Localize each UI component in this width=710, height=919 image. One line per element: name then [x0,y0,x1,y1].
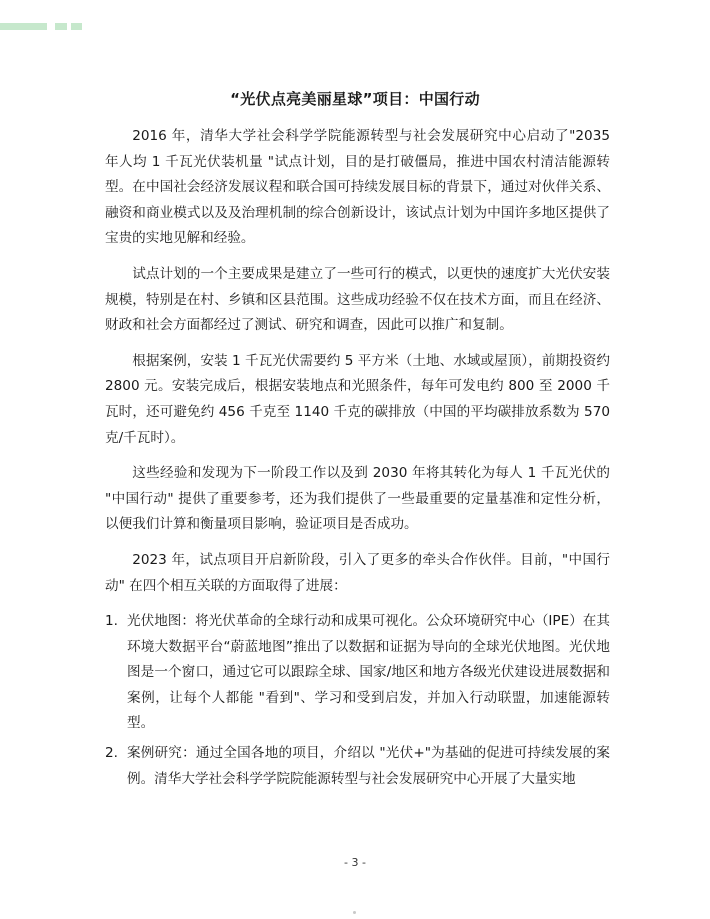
paragraph: 这些经验和发现为下一阶段工作以及到 2030 年将其转化为每人 1 千瓦光伏的 "中国行动" 提供了重要参考，还为我们提供了一些最重要的定量基准和定性分析，以便我们计算和衡量项目影响，验证项目是否成功。 [105,465,610,533]
page-number: - 3 - [344,856,366,869]
page-title: “光伏点亮美丽星球”项目：中国行动 [230,90,480,108]
list-item-number: 1. [105,613,118,630]
list-item [105,609,610,737]
header-decoration-bar [0,23,47,30]
list-item-number: 2. [105,745,118,762]
list-item [105,741,610,792]
paragraph: 根据案例，安装 1 千瓦光伏需要约 5 平方米（土地、水域或屋顶），前期投资约 2800 元。安装完成后，根据安装地点和光照条件，每年可发电约 800 至 2000 千瓦时，还可避免约 456 千克至 1140 千克的碳排放（中国的平均碳排放系数为 570 克/千瓦时）。 [105,352,610,446]
header-decoration-square [55,23,67,30]
paragraph: 试点计划的一个主要成果是建立了一些可行的模式，以更快的速度扩大光伏安装规模，特别是在村、乡镇和区县范围。这些成功经验不仅在技术方面，而且在经济、财政和社会方面都经过了测试、研究和调查，因此可以推广和复制。 [105,265,610,334]
footer-dot [353,911,356,914]
numbered-list [105,609,610,792]
header-decoration-square [71,23,82,30]
list-item-text: 光伏地图：将光伏革命的全球行动和成果可视化。公众环境研究中心（IPE）在其环境大数据平台“蔚蓝地图”推出了以数据和证据为导向的全球光伏地图。光伏地图是一个窗口，通过它可以跟踪全球、国家/地区和地方各级光伏建设进展数据和案例，让每个人都能 "看到"、学习和受到启发，并加入行动联盟，加速能源转型。 [127,613,610,732]
paragraph: 2016 年，清华大学社会科学学院能源转型与社会发展研究中心启动了"2035 年人均 1 千瓦光伏装机量 "试点计划，目的是打破僵局，推进中国农村清洁能源转型。在中国社会经济发展议程和联合国可持续发展目标的背景下，通过对伙伴关系、融资和商业模式以及及治理机制的综合创新设计，该试点计划为中国许多地区提供了宝贵的实地见解和经验。 [105,128,610,247]
document-body [105,124,610,796]
list-item-text: 案例研究：通过全国各地的项目，介绍以 "光伏+"为基础的促进可持续发展的案例。清华大学社会科学学院院能源转型与社会发展研究中心开展了大量实地 [127,745,610,787]
paragraph: 2023 年，试点项目开启新阶段，引入了更多的牵头合作伙伴。目前，"中国行动" 在四个相互关联的方面取得了进展： [105,551,610,594]
